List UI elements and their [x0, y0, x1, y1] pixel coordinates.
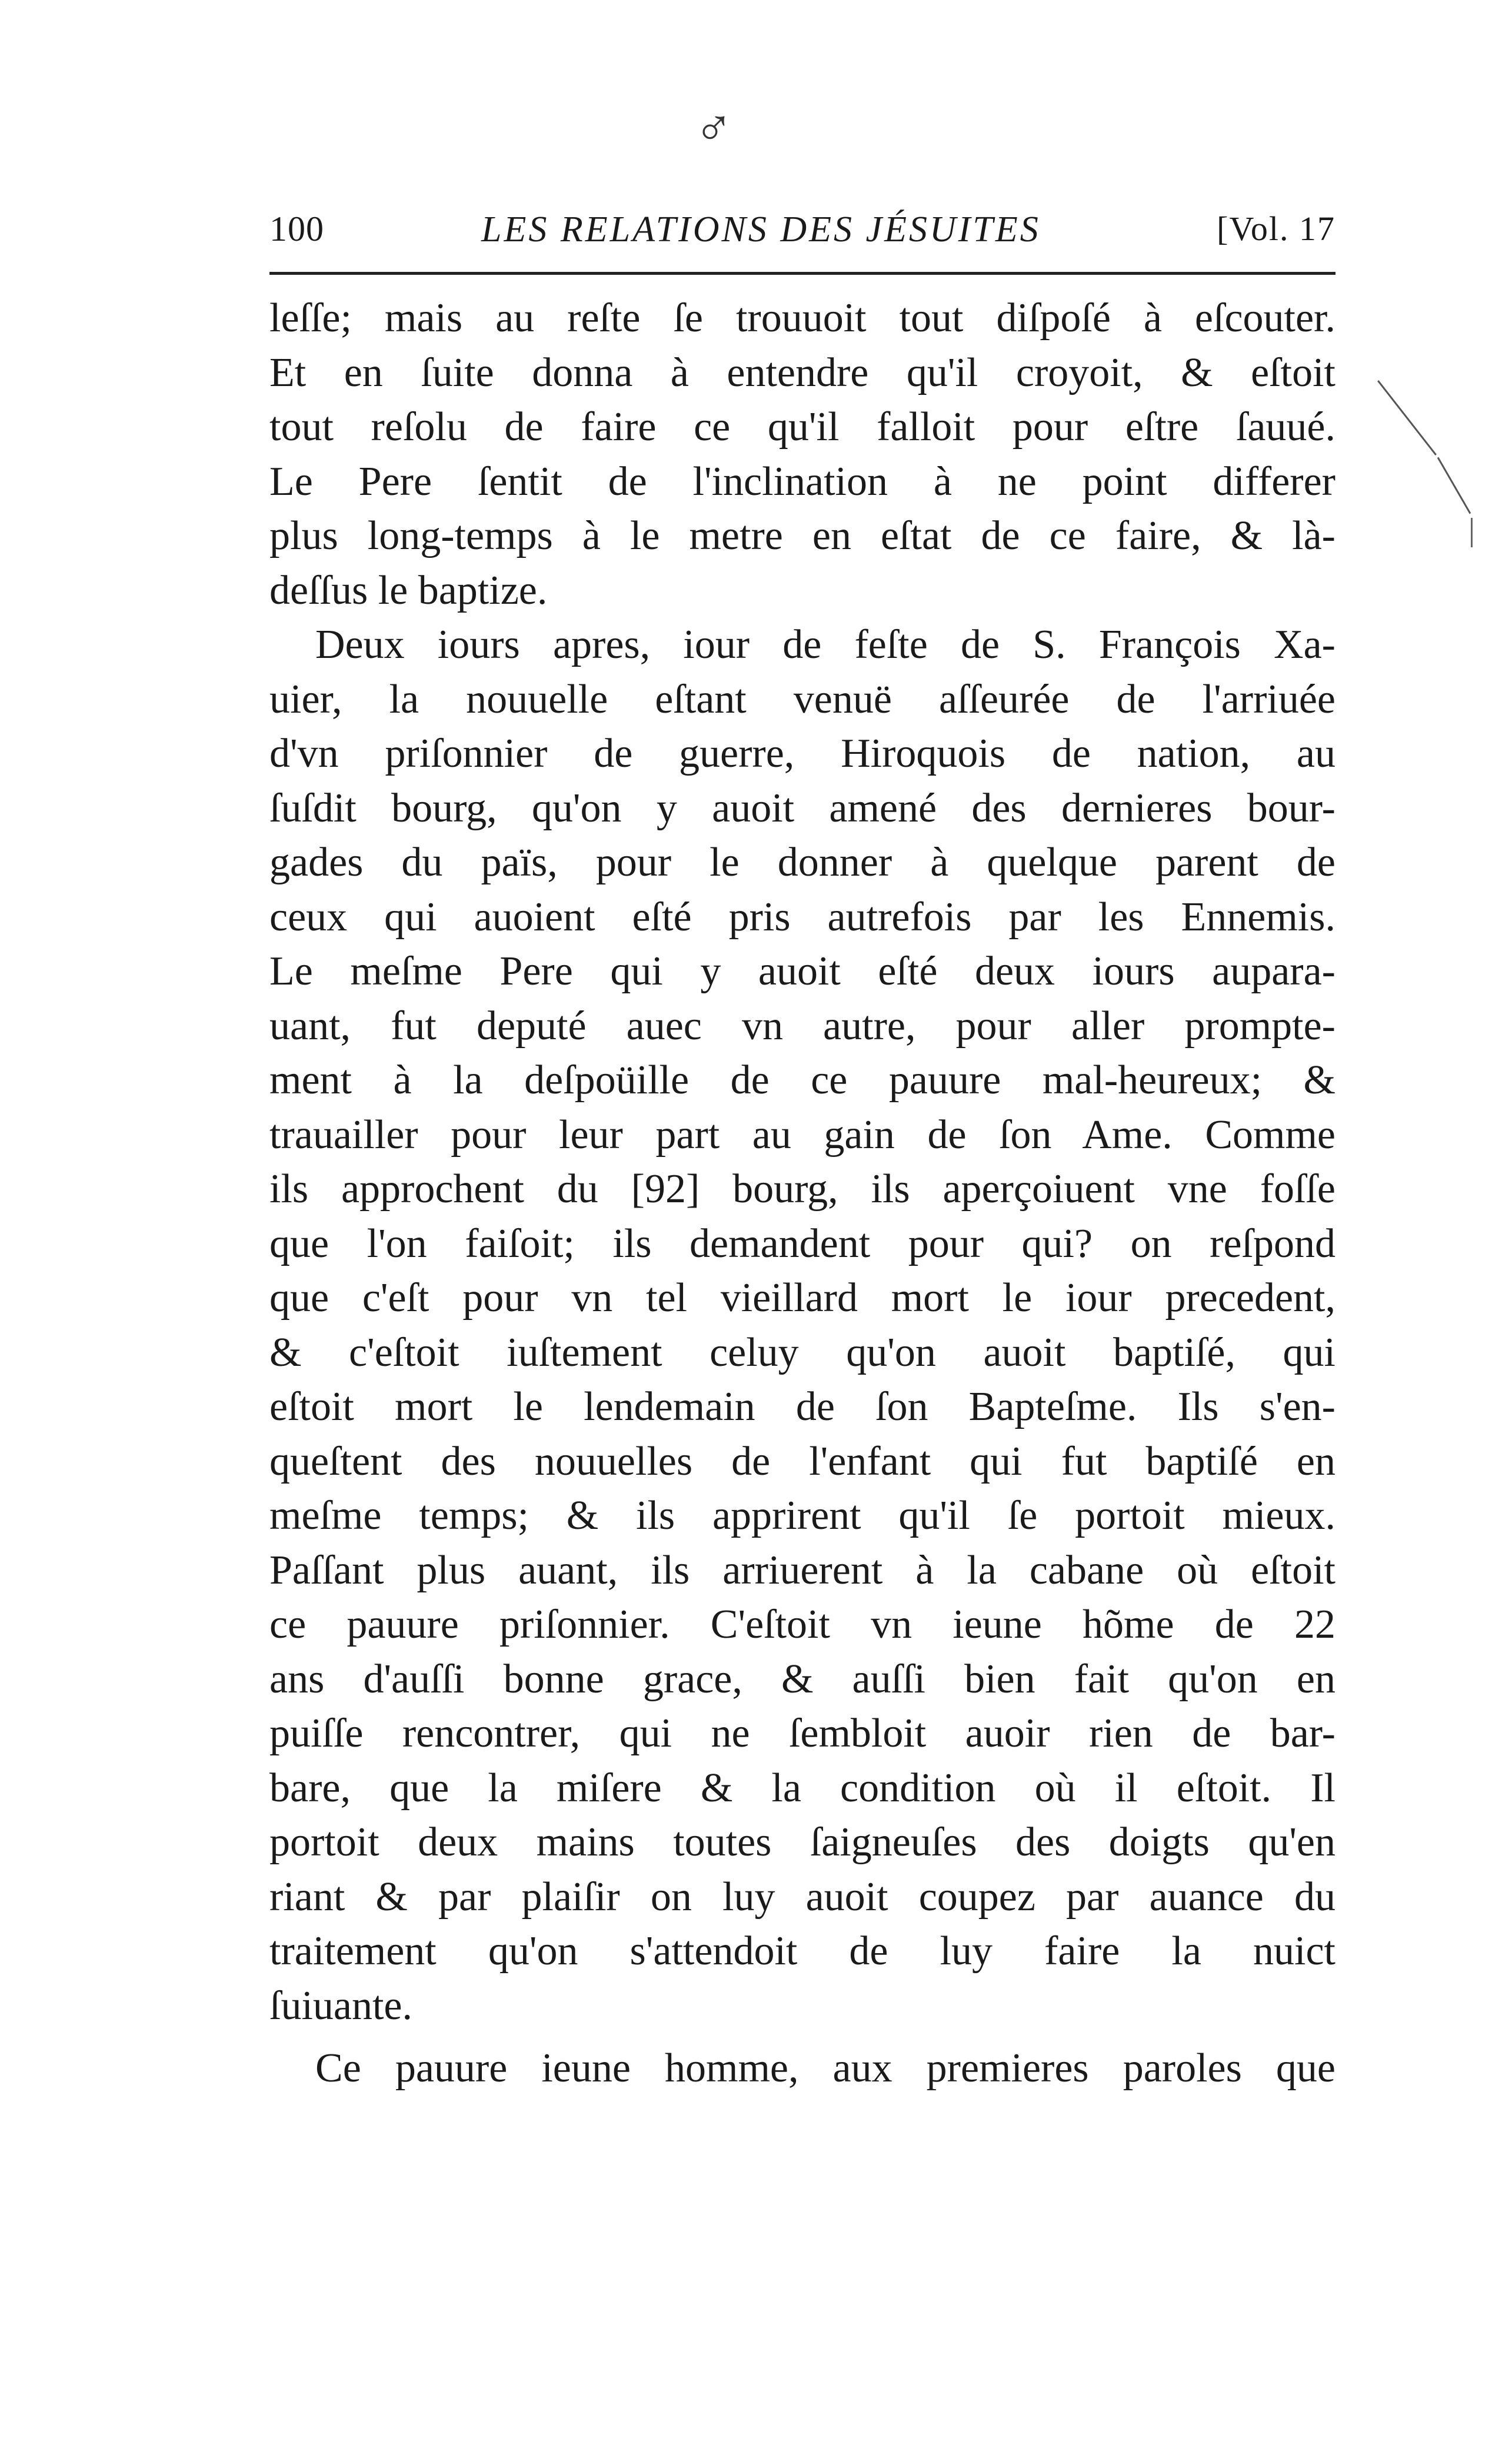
text-line: ceux qui auoient eſté pris autrefois par les Ennemis. [269, 894, 1336, 940]
text-line: ans d'auſſi bonne grace, & auſſi bien fait qu'on en [269, 1656, 1336, 1702]
text-line: eſtoit mort le lendemain de ſon Bapteſme. Ils s'en- [269, 1384, 1336, 1429]
text-line: queſtent des nouuelles de l'enfant qui fut baptiſé en [269, 1438, 1336, 1484]
text-line: Le Pere ſentit de l'inclination à ne point differer [269, 458, 1336, 504]
volume-label: [Vol. 17 [1217, 209, 1336, 248]
text-line: Et en ſuite donna à entendre qu'il croyoit, & eſtoit [269, 350, 1336, 395]
text-line: & c'eſtoit iuſtement celuy qu'on auoit baptiſé, qui [269, 1329, 1336, 1375]
running-title: LES RELATIONS DES JÉSUITES [481, 209, 1041, 250]
text-line: Ce pauure ieune homme, aux premieres paroles que [315, 2046, 1336, 2091]
text-line: ce pauure priſonnier. C'eſtoit vn ieune hõme de 22 [269, 1602, 1336, 1647]
text-line: meſme temps; & ils apprirent qu'il ſe portoit mieux. [269, 1493, 1336, 1538]
text-line: leſſe; mais au reſte ſe trouuoit tout diſpoſé à eſcouter. [269, 295, 1336, 341]
text-line: ſuiuante. [269, 1983, 412, 2028]
text-line: bare, que la miſere & la condition où il eſtoit. Il [269, 1765, 1336, 1811]
text-line: que l'on faiſoit; ils demandent pour qui? on reſpond [269, 1220, 1336, 1266]
body-text [269, 291, 1336, 2096]
text-line: gades du païs, pour le donner à quelque parent de [269, 840, 1336, 885]
page-number: 100 [269, 209, 324, 248]
text-line: tout reſolu de faire ce qu'il falloit pour eſtre ſauué. [269, 404, 1336, 450]
running-header [269, 203, 1336, 268]
text-line: d'vn priſonnier de guerre, Hiroquois de nation, au [269, 731, 1336, 776]
scan-mark [1437, 457, 1471, 514]
text-line: uier, la nouuelle eſtant venuë aſſeurée de l'arriuée [269, 676, 1336, 722]
text-line: puiſſe rencontrer, qui ne ſembloit auoir rien de bar- [269, 1711, 1336, 1756]
margin-mark: ♂ [694, 100, 733, 157]
text-line: riant & par plaiſir on luy auoit coupez par auance du [269, 1874, 1336, 1920]
text-line: Deux iours apres, iour de feſte de S. François Xa- [315, 622, 1336, 667]
text-line: ils approchent du [92] bourg, ils aperçoiuent vne foſſe [269, 1166, 1336, 1212]
text-line: uant, fut deputé auec vn autre, pour aller prompte- [269, 1003, 1336, 1049]
scan-mark [1471, 518, 1473, 547]
text-line: ſuſdit bourg, qu'on y auoit amené des dernieres bour- [269, 785, 1336, 831]
text-line: plus long-temps à le metre en eſtat de ce faire, & là- [269, 513, 1336, 558]
text-line: trauailler pour leur part au gain de ſon Ame. Comme [269, 1112, 1336, 1158]
text-line: portoit deux mains toutes ſaigneuſes des doigts qu'en [269, 1820, 1336, 1865]
text-line: traitement qu'on s'attendoit de luy faire la nuict [269, 1928, 1336, 1974]
text-line: Le meſme Pere qui y auoit eſté deux iours aupara- [269, 949, 1336, 994]
paragraph-gap [269, 2033, 1336, 2041]
text-line: que c'eſt pour vn tel vieillard mort le iour precedent, [269, 1275, 1336, 1321]
text-line: ment à la deſpoüille de ce pauure mal-heureux; & [269, 1057, 1336, 1103]
header-rule [269, 272, 1336, 275]
text-line: Paſſant plus auant, ils arriuerent à la cabane où eſtoit [269, 1547, 1336, 1593]
text-line: deſſus le baptize. [269, 567, 548, 613]
scan-mark [1377, 380, 1437, 455]
